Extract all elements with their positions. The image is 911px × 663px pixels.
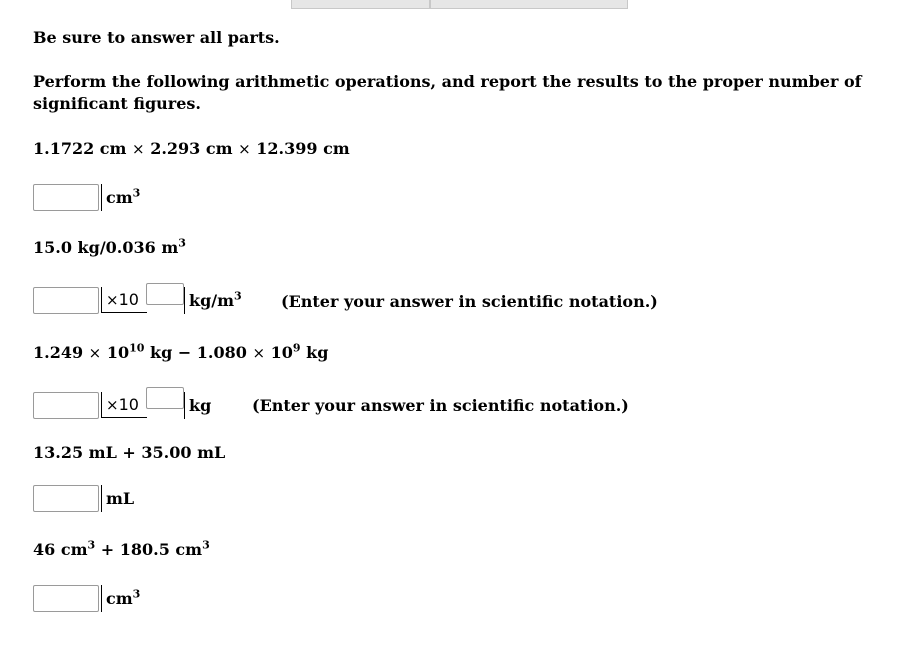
problem-1-expression: 1.1722 cm × 2.293 cm × 12.399 cm [33,139,350,158]
problem-4-expression: 13.25 mL + 35.00 mL [33,443,226,462]
tab-stub-right[interactable] [430,0,628,9]
answer-3-exponent-input[interactable] [146,387,184,409]
tab-stub-left[interactable] [291,0,430,9]
times-ten-label: ×10 [101,392,147,418]
answer-3-note: (Enter your answer in scientific notation.) [252,396,629,415]
answer-2-note: (Enter your answer in scientific notation.) [281,292,658,311]
answer-2-exponent-input[interactable] [146,283,184,305]
instruction-text: Be sure to answer all parts. [33,28,280,47]
problem-2-expression: 15.0 kg/0.036 $m^3$ [33,236,186,257]
answer-4-unit: mL [101,485,134,512]
answer-1-input[interactable] [33,184,99,211]
answer-5-input[interactable] [33,585,99,612]
prompt-text: Perform the following arithmetic operations, and report the results to the proper number of significant figures. [33,72,862,113]
answer-2-unit: $kg/m^3$ [184,287,242,314]
answer-2-mantissa-input[interactable] [33,287,99,314]
answer-1-unit: $cm^3$ [101,184,140,211]
top-tab-strip [291,0,628,8]
answer-3-unit: kg [184,392,211,419]
problem-3-expression: $1.249 \times 10^{10}$ kg − $1.080 \times 10^9$ kg [33,341,329,362]
problem-5-expression: 46 $cm^3 + 180.5$ $cm^3$ [33,538,210,559]
answer-3-mantissa-input[interactable] [33,392,99,419]
answer-5-unit: $cm^3$ [101,585,140,612]
answer-4-input[interactable] [33,485,99,512]
times-ten-label: ×10 [101,287,147,313]
